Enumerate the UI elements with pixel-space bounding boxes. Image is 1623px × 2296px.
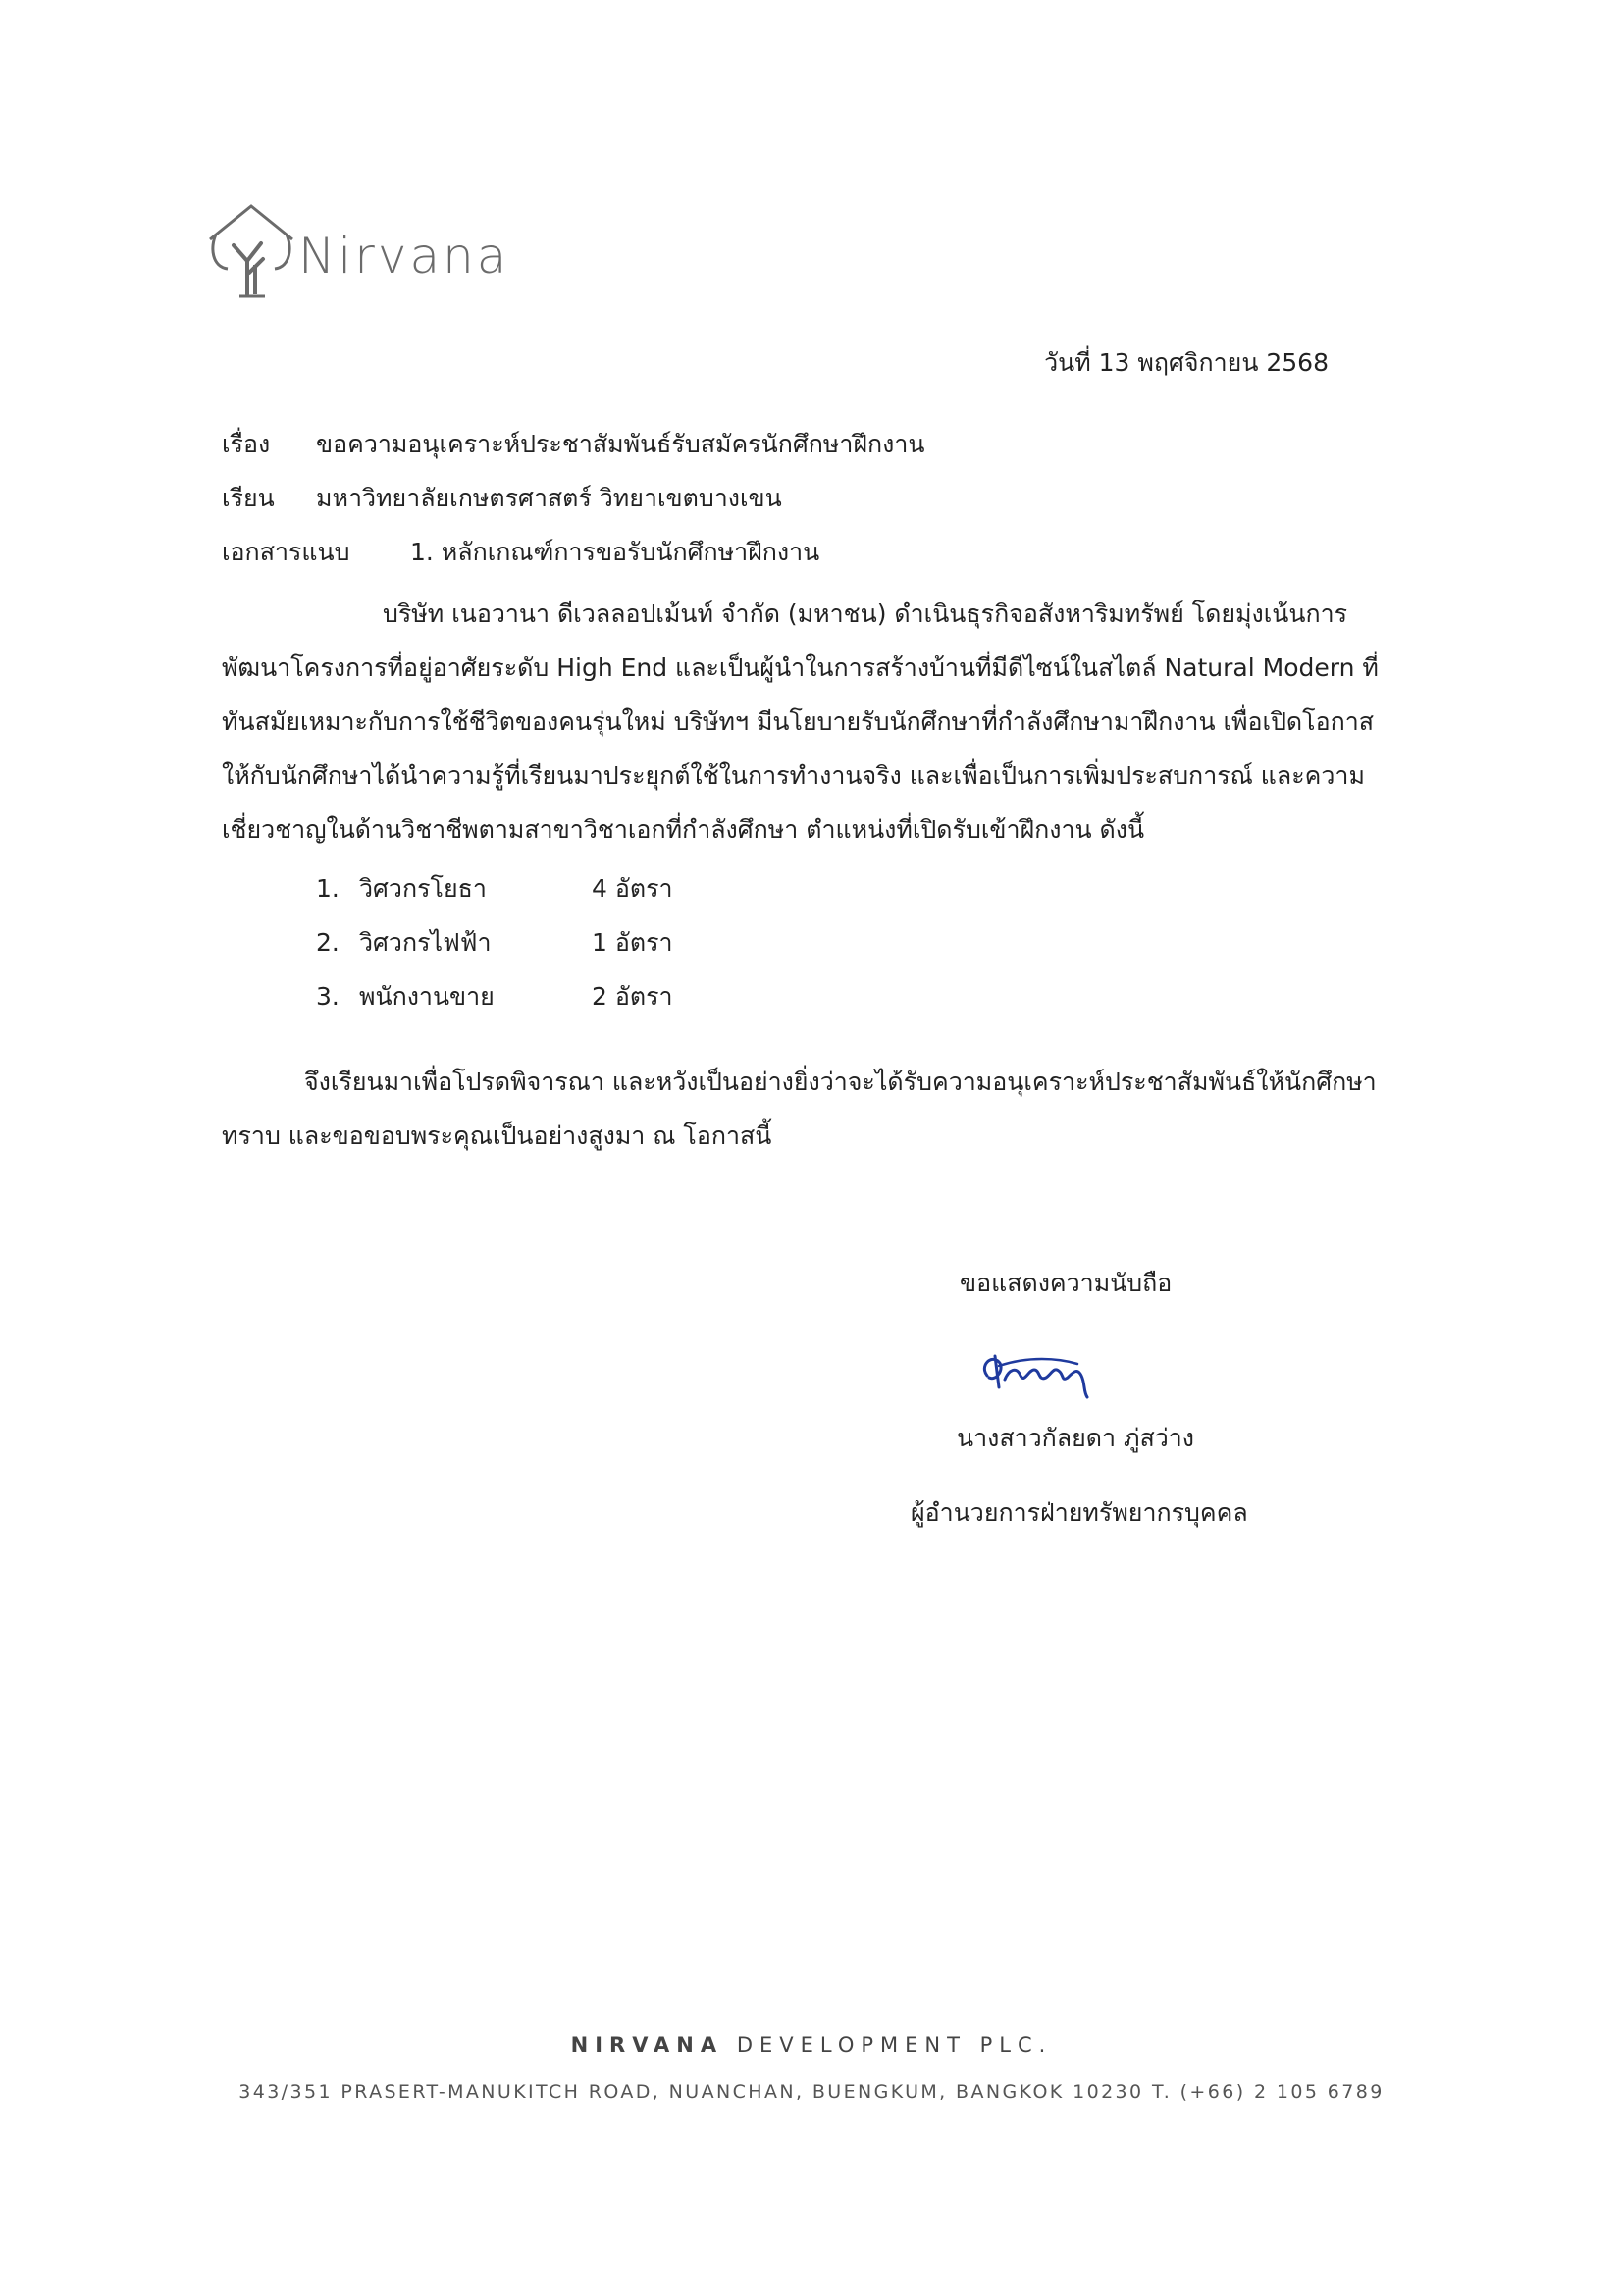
recipient-value: มหาวิทยาลัยเกษตรศาสตร์ วิทยาเขตบางเขน [316,484,782,512]
position-role: วิศวกรโยธา [359,874,487,903]
paragraph-line: พัฒนาโครงการที่อยู่อาศัยระดับ High End และเป็นผู้นำในการสร้างบ้านที่มีดีไซน์ในสไตล์ Natural Modern ที่ [222,653,1379,682]
paragraph-line: จึงเรียนมาเพื่อโปรดพิจารณา และหวังเป็นอย่างยิ่งว่าจะได้รับความอนุเคราะห์ประชาสัมพันธ์ให้นักศึกษา [304,1068,1377,1096]
paragraph-line: ให้กับนักศึกษาได้นำความรู้ที่เรียนมาประยุกต์ใช้ในการทำงานจริง และเพื่อเป็นการเพิ่มประสบการณ์ และความ [222,761,1365,790]
recipient-label: เรียน [222,484,275,512]
paragraph-line: เชี่ยวชาญในด้านวิชาชีพตามสาขาวิชาเอกที่กำลังศึกษา ตำแหน่งที่เปิดรับเข้าฝึกงาน ดังนี้ [222,815,1145,844]
position-count: 2 อัตรา [592,982,673,1011]
position-number: 1. [316,874,340,903]
signatory-name: นางสาวกัลยดา ภู่สว่าง [957,1424,1195,1452]
handwritten-signature [969,1336,1146,1409]
company-logo [204,200,538,308]
paragraph-line: ทันสมัยเหมาะกับการใช้ชีวิตของคนรุ่นใหม่ บริษัทฯ มีนโยบายรับนักศึกษาที่กำลังศึกษามาฝึกงาน เพื่อเปิดโอกาส [222,707,1375,736]
body-paragraph-1 [222,587,1379,857]
attachment-value: 1. หลักเกณฑ์การขอรับนักศึกษาฝึกงาน [410,538,820,566]
paragraph-line: บริษัท เนอวานา ดีเวลลอปเม้นท์ จำกัด (มหาชน) ดำเนินธุรกิจอสังหาริมทรัพย์ โดยมุ่งเน้นการ [383,600,1348,628]
letter-date: วันที่ 13 พฤศจิกายน 2568 [1044,348,1329,377]
closing-salutation: ขอแสดงความนับถือ [960,1269,1173,1297]
position-role: วิศวกรไฟฟ้า [359,928,492,957]
subject-value: ขอความอนุเคราะห์ประชาสัมพันธ์รับสมัครนักศึกษาฝึกงาน [316,430,925,458]
footer-company-name [0,2033,1623,2057]
position-number: 3. [316,982,340,1011]
position-count: 4 อัตรา [592,874,673,903]
footer-company-rest: DEVELOPMENT PLC. [736,2033,1053,2057]
paragraph-line: ทราบ และขอขอบพระคุณเป็นอย่างสูงมา ณ โอกาสนี้ [222,1122,772,1150]
position-number: 2. [316,928,340,957]
tree-in-house-icon [204,200,298,302]
footer-address: 343/351 PRASERT-MANUKITCH ROAD, NUANCHAN, BUENGKUM, BANGKOK 10230 T. (+66) 2 105 6789 [238,2081,1385,2103]
logo-wordmark: Nirvana [298,228,510,285]
footer-company-bold: NIRVANA [570,2033,724,2057]
position-role: พนักงานขาย [359,982,495,1011]
subject-label: เรื่อง [222,430,271,458]
signatory-title: ผู้อำนวยการฝ่ายทรัพยากรบุคคล [911,1498,1248,1527]
attachment-label: เอกสารแนบ [222,538,350,566]
body-paragraph-2 [222,1055,1377,1163]
position-count: 1 อัตรา [592,928,673,957]
